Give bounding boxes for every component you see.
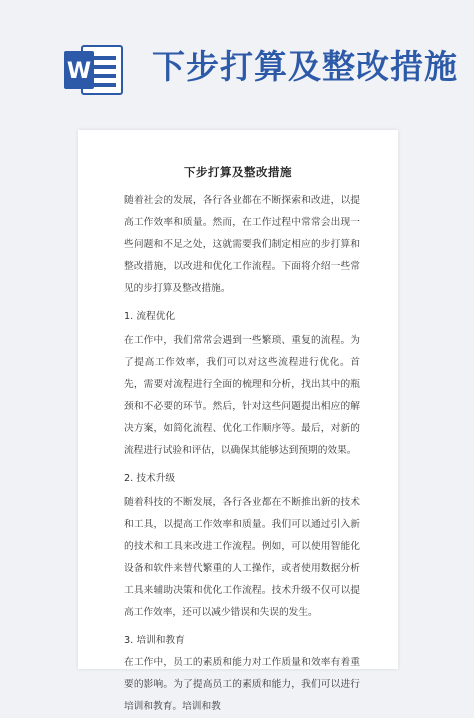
section-heading-training-education: 3. 培训和教育 [124, 635, 185, 646]
section-body-process-optimization: 在工作中，我们常常会遇到一些繁琐、重复的流程。为了提高工作效率，我们可以对这些流程进行优化。首先，需要对流程进行全面的梳理和分析，找出其中的瓶颈和不必要的环节。然后，针对这些问题提出相应的解决方案，如简化流程、优化工作顺序等。最后，对新的流程进行试验和评估，以确保其能够达到预期的效果。 [124, 335, 360, 456]
word-document-icon [62, 43, 124, 97]
document-body [124, 190, 360, 718]
section-body-training-education: 在工作中，员工的素质和能力对工作质量和效率有着重要的影响。为了提高员工的素质和能力，我们可以进行培训和教育。培训和教 [124, 657, 360, 712]
section-body-technology-upgrade: 随着科技的不断发展，各行各业都在不断推出新的技术和工具，以提高工作效率和质量。我们可以通过引入新的技术和工具来改进工作流程。例如，可以使用智能化设备和软件来替代繁重的人工操作，或者使用数据分析工具来辅助决策和优化工作流程。技术升级不仅可以提高工作效率，还可以减少错误和失误的发生。 [124, 497, 360, 618]
intro-paragraph: 随着社会的发展，各行各业都在不断探索和改进，以提高工作效率和质量。然而，在工作过程中常常会出现一些问题和不足之处，这就需要我们制定相应的步打算和整改措施，以改进和优化工作流程。下面将介绍一些常见的步打算及整改措施。 [124, 195, 360, 294]
section-heading-technology-upgrade: 2. 技术升级 [124, 473, 176, 484]
word-icon-letter: W [66, 59, 92, 84]
page-title: 下步打算及整改措施 [152, 47, 458, 86]
header-banner [0, 0, 474, 120]
section-heading-process-optimization: 1. 流程优化 [124, 311, 176, 322]
document-page [78, 130, 398, 712]
document-title: 下步打算及整改措施 [184, 165, 292, 179]
